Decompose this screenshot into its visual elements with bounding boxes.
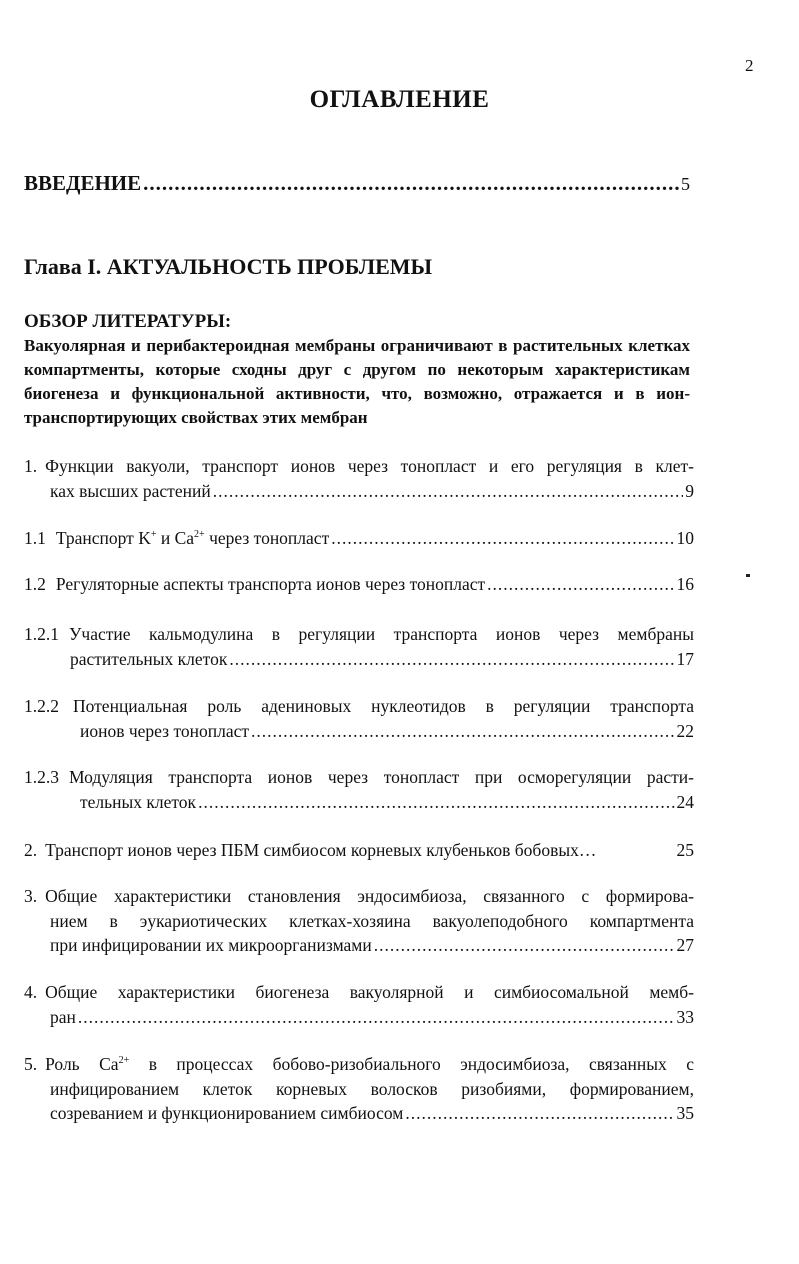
toc-page: 16: [676, 574, 694, 594]
toc-page: 9: [685, 480, 694, 501]
toc-leader: [374, 933, 675, 958]
toc-entry-1-2-1[interactable]: [24, 622, 694, 671]
toc-text: ран: [50, 1006, 76, 1027]
toc-page: 25: [676, 840, 694, 860]
toc-label: ВВЕДЕНИЕ: [24, 171, 142, 195]
toc-leader: [405, 1101, 674, 1126]
toc-text: Участие кальмодулина в регуляции транспорта ионов через мембраны: [69, 624, 694, 644]
toc-text: Общие характеристики биогенеза вакуолярной и симбиосомальной мемб-: [45, 982, 694, 1002]
toc-leader: [487, 572, 674, 597]
toc-page: 24: [676, 791, 694, 812]
toc-number: 5.: [24, 1054, 38, 1074]
toc-page: 27: [676, 935, 694, 955]
review-heading: ОБЗОР ЛИТЕРАТУРЫ:: [24, 311, 232, 332]
toc-number: 1.1: [24, 528, 46, 548]
toc-text: инфицированием клеток корневых волосков ризобиями, формированием,: [50, 1078, 694, 1099]
toc-number: 2.: [24, 840, 38, 860]
toc-page: 33: [676, 1006, 694, 1027]
toc-text: Функции вакуоли, транспорт ионов через тонопласт и его регуляция в клет-: [45, 456, 694, 476]
toc-leader: [251, 719, 674, 744]
toc-text: нием в эукариотических клетках-хозяина вакуолеподобного компартмента: [50, 910, 694, 931]
chapter-heading: Глава I. АКТУАЛЬНОСТЬ ПРОБЛЕМЫ: [24, 254, 433, 279]
toc-text: Регуляторные аспекты транспорта ионов через тонопласт: [55, 574, 486, 594]
stray-mark: [746, 574, 750, 577]
toc-leader: [331, 526, 674, 551]
toc-page: 35: [676, 1103, 694, 1123]
toc-text: Транспорт ионов через ПБМ симбиосом корневых клубеньков бобовых…: [45, 840, 597, 860]
toc-number: 1.2.1: [24, 624, 59, 644]
toc-text: созреванием и функционированием симбиосом: [50, 1103, 404, 1123]
toc-entry-3[interactable]: [24, 884, 694, 958]
toc-entry-4[interactable]: [24, 980, 694, 1029]
toc-leader: [198, 790, 674, 815]
toc-leader: [143, 171, 679, 196]
toc-number: 1.2.3: [24, 767, 59, 787]
toc-leader: [78, 1005, 675, 1030]
toc-entry-1-1[interactable]: [24, 526, 694, 551]
toc-entry-1-2-2[interactable]: [24, 694, 694, 743]
page-title: ОГЛАВЛЕНИЕ: [309, 86, 490, 113]
toc-entry-1[interactable]: [24, 454, 694, 503]
toc-page: 22: [676, 720, 694, 741]
toc-number: 1.: [24, 456, 38, 476]
toc-number: 1.2: [24, 574, 46, 594]
toc-entry-1-2[interactable]: [24, 572, 694, 597]
toc-text: тельных клеток: [80, 791, 197, 812]
toc-text: растительных клеток: [70, 648, 228, 669]
toc-number: 4.: [24, 982, 38, 1002]
toc-entry-2[interactable]: [24, 838, 694, 863]
toc-leader: [213, 479, 684, 504]
toc-entry-intro[interactable]: [24, 171, 690, 196]
page-number: 2: [745, 56, 754, 75]
toc-text: ках высших растений: [50, 480, 211, 501]
toc-text: Потенциальная роль адениновых нуклеотидов в регуляции транспорта: [73, 696, 694, 716]
toc-page: 5: [681, 174, 690, 194]
toc-page: 10: [676, 528, 694, 548]
toc-leader: [229, 647, 674, 672]
toc-page: 17: [676, 648, 694, 669]
toc-number: 3.: [24, 886, 38, 906]
toc-text: ионов через тонопласт: [80, 720, 250, 741]
toc-entry-1-2-3[interactable]: [24, 765, 694, 814]
review-description: Вакуолярная и перибактероидная мембраны ограничивают в растительных клетках компартменты, которые сходны друг с другом по некоторым характеристикам биогенеза и функциональной активности, что, возможно, отражается и в ион-транспортирующих свойствах этих мембран: [24, 336, 690, 427]
toc-text: Транспорт K+ и $Ca^{2+}$ через тонопласт: [55, 528, 330, 548]
toc-text: Роль $Ca^{2+}$ в процессах бобово-ризобиального эндосимбиоза, связанных с: [45, 1054, 694, 1074]
toc-entry-5[interactable]: [24, 1052, 694, 1126]
toc-number: 1.2.2: [24, 696, 59, 716]
toc-text: Модуляция транспорта ионов через тонопласт при осморегуляции расти-: [69, 767, 694, 787]
toc-text: при инфицировании их микроорганизмами: [50, 935, 372, 955]
toc-text: Общие характеристики становления эндосимбиоза, связанного с формирова-: [45, 886, 694, 906]
